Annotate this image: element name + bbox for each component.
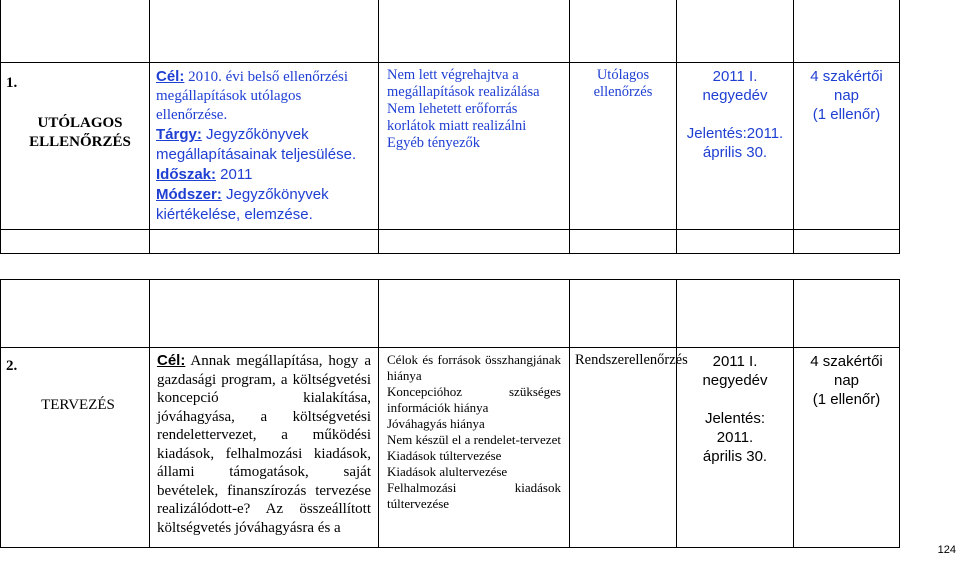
method-text: Jegyzőkönyvek kiértékelése, elemzése. bbox=[156, 186, 329, 223]
audit-type: Utólagos ellenőrzés bbox=[593, 67, 653, 100]
risk-item: Koncepcióhoz szükséges információk hiánya bbox=[387, 384, 561, 415]
resource-line: (1 ellenőr) bbox=[812, 106, 881, 123]
schedule-cell bbox=[677, 63, 794, 230]
table-row bbox=[1, 0, 900, 63]
row-title: UTÓLAGOS ELLENŐRZÉS bbox=[29, 115, 131, 150]
goal-cell bbox=[150, 348, 379, 548]
resource-line: 4 szakértői bbox=[810, 68, 883, 85]
audit-table-2 bbox=[0, 279, 900, 548]
resources-cell bbox=[794, 63, 900, 230]
row-title-cell bbox=[1, 63, 150, 230]
schedule-line: negyedév bbox=[702, 372, 768, 389]
risk-item: Célok és források összhangjának hiánya bbox=[387, 352, 561, 383]
risk-item: Felhalmozási kiadások túltervezése bbox=[387, 480, 561, 511]
risk-item: Kiadások alultervezése bbox=[387, 464, 508, 479]
table-row bbox=[1, 348, 900, 548]
risk-item: Jóváhagyás hiánya bbox=[387, 416, 485, 431]
schedule-cell bbox=[677, 348, 794, 548]
period-text: 2011 bbox=[216, 166, 253, 183]
risk-cell bbox=[379, 348, 570, 548]
table-row bbox=[1, 63, 900, 230]
schedule-line: Jelentés: bbox=[704, 410, 766, 427]
row-number: 2. bbox=[6, 358, 18, 374]
schedule-line: 2011 I. bbox=[712, 68, 758, 85]
goal-cell bbox=[150, 63, 379, 230]
table-row bbox=[1, 230, 900, 254]
method-label: Módszer: bbox=[156, 186, 222, 203]
subject-label: Tárgy: bbox=[156, 126, 202, 143]
schedule-line: április 30. bbox=[702, 144, 768, 161]
resource-line: nap bbox=[833, 87, 860, 104]
page-number: 124 bbox=[937, 544, 956, 556]
resources-cell bbox=[794, 348, 900, 548]
table-row bbox=[1, 280, 900, 348]
resource-line: 4 szakértői bbox=[810, 353, 883, 370]
row-title: TERVEZÉS bbox=[41, 397, 115, 413]
period-label: Időszak: bbox=[156, 166, 217, 183]
resource-line: (1 ellenőr) bbox=[812, 391, 881, 408]
risk-item: Nem készül el a rendelet-tervezet bbox=[387, 432, 561, 447]
schedule-line: negyedév bbox=[702, 87, 768, 104]
type-cell bbox=[570, 348, 688, 548]
subject-text: Jegyzőkönyvek megállapításainak teljesülése. bbox=[156, 126, 357, 163]
row-title-cell bbox=[1, 348, 150, 548]
risk-item: Egyéb tényezők bbox=[387, 135, 481, 151]
goal-text: 2010. évi belső ellenőrzési megállapítások utólagos ellenőrzése. bbox=[156, 69, 349, 123]
row-number: 1. bbox=[6, 75, 18, 91]
schedule-line: április 30. bbox=[702, 448, 768, 465]
schedule-line: 2011 I. bbox=[712, 353, 758, 370]
schedule-line: 2011. bbox=[716, 429, 754, 446]
goal-text: Annak megállapítása, hogy a gazdasági program, a költségvetési koncepció kialakítása, jóváhagyása, a költségvetési rendelettervezet, a működési kiadások, felhalmozási kiadások, állami támogatások, saját bevételek, finanszírozás tervezése realizálódott-e? Az összeállított költségvetés jóváhagyásra és a bbox=[157, 353, 371, 536]
risk-item: Nem lett végrehajtva a megállapítások realizálása bbox=[387, 67, 540, 100]
audit-table-1 bbox=[0, 0, 900, 254]
goal-label: Cél: bbox=[157, 352, 186, 369]
risk-cell bbox=[379, 63, 570, 230]
risk-item: Kiadások túltervezése bbox=[387, 448, 502, 463]
risk-item: Nem lehetett erőforrás korlátok miatt realizálni bbox=[387, 101, 527, 134]
goal-label: Cél: bbox=[156, 68, 185, 85]
schedule-line: Jelentés:2011. bbox=[686, 125, 784, 142]
audit-type: Rendszerellenőrzés bbox=[575, 352, 688, 368]
type-cell bbox=[570, 63, 677, 230]
resource-line: nap bbox=[833, 372, 860, 389]
